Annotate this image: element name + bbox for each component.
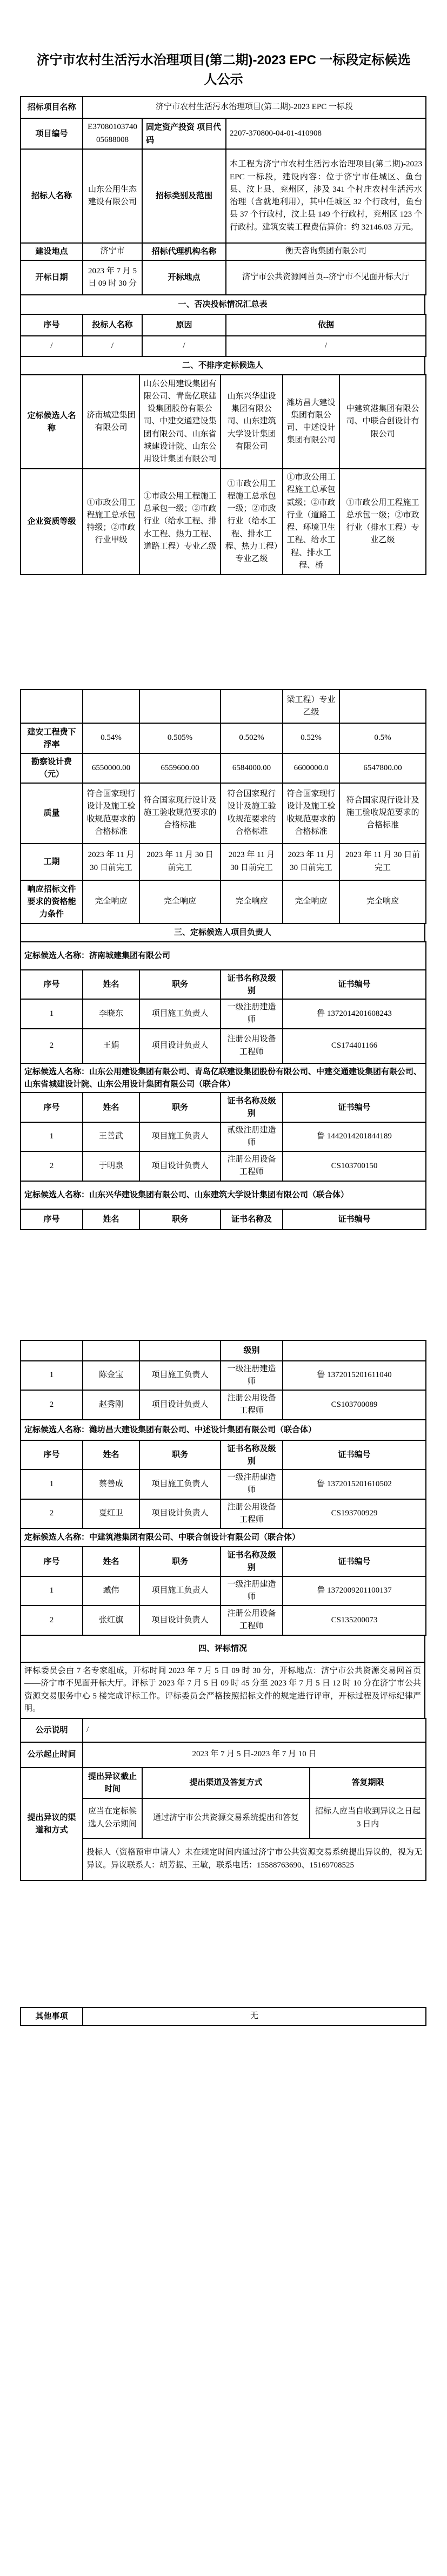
qualification-cell: ①市政公用工程施工总承包贰级；②市政行业（道路工程、环境卫生工程、给水工程、排水工程、桥: [283, 469, 339, 575]
column-header: 级别: [221, 1340, 283, 1361]
cell-cert: 贰级注册建造师: [221, 1122, 283, 1152]
section1-banner: [20, 294, 425, 315]
cell-certno: CS135200073: [283, 1606, 426, 1635]
cell-cert: 一级注册建造师: [221, 1469, 283, 1499]
cell-certno: CS103700150: [283, 1151, 426, 1181]
fee-cell: 6550000.00: [83, 753, 139, 783]
info-value: 2023 年 7 月 5 日 09 时 30 分: [83, 260, 142, 295]
period-value: 2023 年 7 月 5 日-2023 年 7 月 10 日: [83, 1742, 426, 1768]
cell-name: 蔡善成: [83, 1469, 139, 1499]
cell-title: 项目施工负责人: [139, 999, 221, 1029]
row-label: 公示起止时间: [21, 1742, 83, 1768]
duration-cell: 2023 年 11 月 30 日前完工: [283, 844, 339, 880]
table-cell: /: [83, 336, 142, 356]
column-header: 序号: [21, 1209, 83, 1230]
rate-cell: 0.54%: [83, 723, 139, 753]
table-row: [21, 149, 426, 243]
duration-cell: 2023 年 11 月 30 日前完工: [83, 844, 139, 880]
column-header: 证书名称及级别: [221, 1440, 283, 1470]
table-header-row: [21, 1440, 426, 1470]
section4-banner: [20, 1635, 425, 1663]
candidate-group-name: 定标候选人名称：山东兴华建设集团有限公司、山东建筑大学设计集团有限公司（联合体）: [21, 1181, 426, 1209]
cell-serial: 2: [21, 1606, 83, 1635]
info-label: 招标类别及范围: [142, 149, 226, 243]
response-cell: 完全响应: [221, 880, 283, 923]
objection-note: 投标人（资格预审申请人）未在规定时间内通过济宁市公共资源交易系统提出异议的，视为无异议。异议联系人：胡芳振、王敏，联系电话：15588763690、15169708525: [83, 1838, 426, 1880]
response-cell: 完全响应: [339, 880, 426, 923]
table-row: [21, 753, 426, 783]
cell-title: 项目设计负责人: [139, 1499, 221, 1529]
duration-cell: 2023 年 11 月 30 日前完工: [339, 844, 426, 880]
cell-cert: 注册公用设备工程师: [221, 1390, 283, 1420]
column-header: 职务: [139, 1209, 221, 1230]
qualification-cell: ①市政公用工程施工总承包一级；②市政行业（给水工程、排水工程、热力工程、道路工程）专业乙级: [139, 469, 221, 575]
table-row: [21, 1718, 426, 1742]
page-1: [20, 96, 425, 575]
table-header-row: [21, 1209, 426, 1230]
info-value: 济宁市: [83, 243, 142, 260]
table-header-row: [21, 1093, 426, 1122]
column-header: 序号: [21, 970, 83, 1000]
column-header: [21, 1340, 83, 1361]
table-row: [21, 783, 426, 844]
table-row: [21, 1029, 426, 1063]
cell-title: 项目施工负责人: [139, 1122, 221, 1152]
remark-value: /: [83, 1718, 426, 1742]
candidate-group-name: 定标候选人名称：潍坊昌大建设集团有限公司、中述设计集团有限公司（联合体）: [21, 1420, 426, 1440]
candidate-name-cell: 中建筑港集团有限公司、中联合创设计有限公司: [339, 375, 426, 469]
cell-name: 臧伟: [83, 1576, 139, 1606]
candidate-name-cell: 山东公用建设集团有限公司、青岛亿联建设集团股份有限公司、中建交通建设集团有限公司、山东省城建设计院、山东公用设计集团有限公司: [139, 375, 221, 469]
cell-serial: 2: [21, 1029, 83, 1063]
table-row: [21, 1469, 426, 1499]
cell-certno: 鲁 1442014201844189: [283, 1122, 426, 1152]
project-info-table: [20, 96, 426, 295]
row-label: 公示说明: [21, 1718, 83, 1742]
table-row: [21, 1606, 426, 1635]
table-row: [21, 1499, 426, 1529]
cell-name: 陈金宝: [83, 1361, 139, 1391]
info-label: 项目编号: [21, 118, 83, 149]
other-value: 无: [83, 2007, 426, 2026]
table-row: [21, 1635, 425, 1662]
table-row: [21, 1151, 426, 1181]
quality-cell: 符合国家现行设计及施工验收规范要求的合格标准: [283, 783, 339, 844]
column-header: 姓名: [83, 1209, 139, 1230]
candidate-name-cell: 济南城建集团有限公司: [83, 375, 139, 469]
fee-cell: 6584000.00: [221, 753, 283, 783]
cell-certno: 鲁 1372009201100137: [283, 1576, 426, 1606]
table-row: [21, 999, 426, 1029]
duration-cell: 2023 年 11 月 30 日前完工: [139, 844, 221, 880]
page-3: [20, 1340, 425, 1881]
column-header: [283, 1340, 426, 1361]
cell-name: 于明泉: [83, 1151, 139, 1181]
table-row: [21, 469, 426, 575]
table-row: [21, 1122, 426, 1152]
cell-title: 项目设计负责人: [139, 1390, 221, 1420]
info-label: 建设地点: [21, 243, 83, 260]
cell-title: 项目施工负责人: [139, 1469, 221, 1499]
section-title: 一、否决投标情况汇总表: [21, 295, 425, 314]
table-row: [21, 923, 425, 942]
table-row: [21, 243, 426, 260]
table-header-row: [21, 314, 426, 336]
table-cell: /: [142, 336, 226, 356]
table-row: [21, 97, 426, 118]
table-row: [21, 880, 426, 923]
cell-title: 项目施工负责人: [139, 1576, 221, 1606]
cell-certno: 鲁 1372014201608243: [283, 999, 426, 1029]
column-header: 证书名称及: [221, 1209, 283, 1230]
duration-cell: 2023 年 11 月 30 日前完工: [221, 844, 283, 880]
table-row: [21, 723, 426, 753]
info-label: 固定资产投资 项目代码: [142, 118, 226, 149]
quality-cell: 符合国家现行设计及施工验收规范要求的合格标准: [83, 783, 139, 844]
column-header: [83, 1340, 139, 1361]
rate-cell: 0.5%: [339, 723, 426, 753]
cell-serial: 1: [21, 1122, 83, 1152]
column-header: 证书编号: [283, 1547, 426, 1576]
column-header: 职务: [139, 1547, 221, 1576]
column-header: 序号: [21, 1440, 83, 1470]
cell-certno: CS174401166: [283, 1029, 426, 1063]
announcement-document: [0, 51, 447, 2026]
table-header-row: [21, 1547, 426, 1576]
column-header: 投标人名称: [83, 314, 142, 336]
table-row: [21, 336, 426, 356]
page-break: [0, 1230, 447, 1340]
evaluation-table: [20, 1662, 425, 1719]
column-header: 依据: [226, 314, 426, 336]
column-header: 证书名称及级别: [221, 970, 283, 1000]
objection-deadline: 应当在定标候选人公示期间: [83, 1798, 142, 1838]
fee-cell: 6547800.00: [339, 753, 426, 783]
row-label: 企业资质等级: [21, 469, 83, 575]
table-header-row: [21, 1768, 426, 1798]
candidate-group-name: 定标候选人名称：山东公用建设集团有限公司、青岛亿联建设集团股份有限公司、中建交通建设集团有限公司、山东省城建设计院、山东公用设计集团有限公司（联合体）: [21, 1063, 426, 1093]
cell-serial: 1: [21, 1576, 83, 1606]
table-row: [21, 1181, 426, 1209]
column-header: 答复期限: [310, 1768, 426, 1798]
column-header: 证书名称及级别: [221, 1547, 283, 1576]
column-header: 职务: [139, 1093, 221, 1122]
table-row: [21, 1420, 426, 1440]
table-row: [21, 1063, 426, 1093]
notice-table: [20, 1718, 426, 1881]
cell-name: 王娟: [83, 1029, 139, 1063]
cell-name: 李晓东: [83, 999, 139, 1029]
table-row: [21, 1576, 426, 1606]
cell-cert: 注册公用设备工程师: [221, 1499, 283, 1529]
table-row: [21, 295, 425, 314]
quality-cell: 符合国家现行设计及施工验收规范要求的合格标准: [339, 783, 426, 844]
column-header: 证书编号: [283, 1209, 426, 1230]
table-row: [21, 1361, 426, 1391]
cell-name: 王善武: [83, 1122, 139, 1152]
cell-title: 项目设计负责人: [139, 1606, 221, 1635]
row-label: 建安工程费下浮率: [21, 723, 83, 753]
cell-certno: CS193700929: [283, 1499, 426, 1529]
qualification-cell: [139, 690, 221, 723]
info-label: 招标项目名称: [21, 97, 83, 118]
info-label: 招标人名称: [21, 149, 83, 243]
cell-title: 项目施工负责人: [139, 1361, 221, 1391]
qualification-cell: ①市政公用工程施工总承包一级；②市政行业（给水工程、排水工程、热力工程）专业乙级: [221, 469, 283, 575]
table-header-row: [21, 970, 426, 1000]
candidate-group-name: 定标候选人名称：中建筑港集团有限公司、中联合创设计有限公司（联合体）: [21, 1528, 426, 1547]
row-label: 提出异议的渠道和方式: [21, 1768, 83, 1880]
cell-certno: 鲁 1372015201610502: [283, 1469, 426, 1499]
table-row: [21, 118, 426, 149]
table-cell: /: [226, 336, 426, 356]
table-row: [21, 356, 425, 375]
rate-cell: 0.505%: [139, 723, 221, 753]
qualification-cell: [221, 690, 283, 723]
page-break: [0, 1881, 447, 2007]
column-header: 序号: [21, 1093, 83, 1122]
page-break: [0, 575, 447, 689]
response-cell: 完全响应: [283, 880, 339, 923]
evaluation-paragraph: 评标委员会由 7 名专家组成，开标时间 2023 年 7 月 5 日 09 时 30 分，开标地点：济宁市公共资源交易网首页——济宁市不见面开标大厅。评标于 2023 年 7 月 5 日 09 时 45 分至 2023 年 7 月 5 日 12 时 10 分在济宁市公共资源交易服务中心 5 楼完成评标工作。评标委员会严格按照招标文件的规定进行评审，开标过程及评标纪律严明。: [21, 1662, 425, 1718]
cell-cert: 注册公用设备工程师: [221, 1029, 283, 1063]
row-label: 质量: [21, 783, 83, 844]
column-header: 证书名称及级别: [221, 1093, 283, 1122]
column-header: [139, 1340, 221, 1361]
section2-banner: [20, 356, 425, 375]
page-2: [20, 689, 425, 1230]
qualification-cell: 梁工程）专业乙级: [283, 690, 339, 723]
info-value: 济宁市农村生活污水治理项目(第二期)-2023 EPC 一标段: [83, 97, 426, 118]
rejected-bids-table: [20, 314, 426, 357]
section-title: 四、评标情况: [21, 1635, 425, 1662]
column-header: 序号: [21, 314, 83, 336]
rate-cell: 0.502%: [221, 723, 283, 753]
quality-cell: 符合国家现行设计及施工验收规范要求的合格标准: [221, 783, 283, 844]
info-value: 衡天咨询集团有限公司: [226, 243, 426, 260]
cell-serial: 2: [21, 1151, 83, 1181]
section-title: 二、不排序定标候选人: [21, 356, 425, 375]
table-row: [21, 690, 426, 723]
cell-name: 张红旗: [83, 1606, 139, 1635]
cell-cert: 注册公用设备工程师: [221, 1606, 283, 1635]
table-row: [21, 1390, 426, 1420]
column-header: 姓名: [83, 970, 139, 1000]
fee-cell: 6600000.0: [283, 753, 339, 783]
info-value: 济宁市公共资源网首页--济宁市不见面开标大厅: [226, 260, 426, 295]
row-label: 定标候选人名称: [21, 375, 83, 469]
row-label: 工期: [21, 844, 83, 880]
cell-name: 赵秀刚: [83, 1390, 139, 1420]
qualification-cell: ①市政公用工程施工总承包特级；②市政行业甲级: [83, 469, 139, 575]
cell-certno: 鲁 1372015201611040: [283, 1361, 426, 1391]
cell-serial: 1: [21, 1361, 83, 1391]
column-header: 姓名: [83, 1093, 139, 1122]
info-label: 开标地点: [142, 260, 226, 295]
table-row: [21, 1662, 425, 1718]
response-cell: 完全响应: [139, 880, 221, 923]
table-row: [21, 375, 426, 469]
column-header: 提出渠道及答复方式: [142, 1768, 310, 1798]
rate-cell: 0.52%: [283, 723, 339, 753]
project-leaders-table-page2: [20, 941, 426, 1230]
cell-cert: 一级注册建造师: [221, 1576, 283, 1606]
table-row: [21, 942, 426, 970]
info-value: 本工程为济宁市农村生活污水治理项目(第二期)-2023 EPC 一标段，建设内容：位于济宁市任城区、鱼台县、汶上县、兖州区，涉及 341 个村庄农村生活污水治理（含就地利用），其中任城区 32 个行政村，鱼台县 37 个行政村，汶上县 149 个行政村，兖州区 123 个行政村。建筑安装工程费估算价：约 32146.03 万元。: [226, 149, 426, 243]
row-label: [21, 690, 83, 723]
table-row: [21, 844, 426, 880]
quality-cell: 符合国家现行设计及施工验收规范要求的合格标准: [139, 783, 221, 844]
objection-reply-limit: 招标人应当自收到异议之日起 3 日内: [310, 1798, 426, 1838]
row-label: 勘察设计费（元）: [21, 753, 83, 783]
section3-banner: [20, 923, 425, 942]
qualification-cell: [83, 690, 139, 723]
candidates-table-part2: [20, 689, 426, 924]
column-header: 证书编号: [283, 970, 426, 1000]
row-label: 响应招标文件要求的资格能力条件: [21, 880, 83, 923]
cell-serial: 2: [21, 1390, 83, 1420]
info-label: 招标代理机构名称: [142, 243, 226, 260]
cell-name: 夏红卫: [83, 1499, 139, 1529]
cell-cert: 一级注册建造师: [221, 999, 283, 1029]
column-header: 姓名: [83, 1547, 139, 1576]
column-header: 序号: [21, 1547, 83, 1576]
cell-cert: 一级注册建造师: [221, 1361, 283, 1391]
cell-certno: CS103700089: [283, 1390, 426, 1420]
other-matters-table: [20, 2007, 426, 2026]
table-row: [21, 1528, 426, 1547]
table-header-row: [21, 1340, 426, 1361]
candidate-name-cell: 山东兴华建设集团有限公司、山东建筑大学设计集团有限公司: [221, 375, 283, 469]
objection-channel: 通过济宁市公共资源交易系统提出和答复: [142, 1798, 310, 1838]
table-cell: /: [21, 336, 83, 356]
column-header: 姓名: [83, 1440, 139, 1470]
info-value: 山东公用生态建设有限公司: [83, 149, 142, 243]
candidate-group-name: 定标候选人名称：济南城建集团有限公司: [21, 942, 426, 970]
column-header: 证书编号: [283, 1093, 426, 1122]
cell-title: 项目设计负责人: [139, 1029, 221, 1063]
candidates-table-part1: [20, 374, 426, 575]
section-title: 三、定标候选人项目负责人: [21, 923, 425, 942]
page-4: [20, 2007, 425, 2026]
column-header: 职务: [139, 970, 221, 1000]
row-label: 其他事项: [21, 2007, 83, 2026]
table-row: [21, 260, 426, 295]
column-header: 提出异议截止时间: [83, 1768, 142, 1798]
column-header: 原因: [142, 314, 226, 336]
table-row: [21, 2007, 426, 2026]
column-header: 职务: [139, 1440, 221, 1470]
cell-serial: 2: [21, 1499, 83, 1529]
response-cell: 完全响应: [83, 880, 139, 923]
qualification-cell: [339, 690, 426, 723]
info-label: 开标日期: [21, 260, 83, 295]
cell-cert: 注册公用设备工程师: [221, 1151, 283, 1181]
info-value: 2207-370800-04-01-410908: [226, 118, 426, 149]
column-header: 证书编号: [283, 1440, 426, 1470]
qualification-cell: ①市政公用工程施工总承包一级；②市政行业（排水工程）专业乙级: [339, 469, 426, 575]
info-value: E3708010374005688008: [83, 118, 142, 149]
cell-serial: 1: [21, 999, 83, 1029]
page-title: 济宁市农村生活污水治理项目(第二期)-2023 EPC 一标段定标候选人公示: [36, 53, 411, 87]
cell-serial: 1: [21, 1469, 83, 1499]
candidate-name-cell: 潍坊昌大建设集团有限公司、中述设计集团有限公司: [283, 375, 339, 469]
project-leaders-table-page3: [20, 1340, 426, 1636]
cell-title: 项目设计负责人: [139, 1151, 221, 1181]
fee-cell: 6559600.00: [139, 753, 221, 783]
table-row: [21, 1742, 426, 1768]
